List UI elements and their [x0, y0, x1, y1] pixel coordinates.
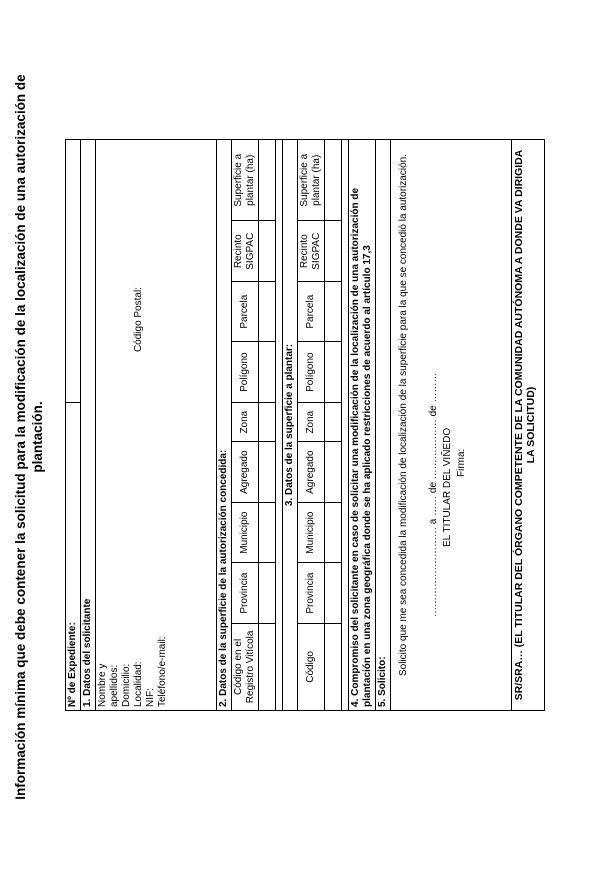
section2-heading: 2. Datos de la superficie de la autorización concedida:: [217, 140, 232, 711]
col-header: Zona: [298, 402, 325, 442]
col-header: Recinto SIGPAC: [298, 221, 325, 281]
table-row[interactable]: [325, 140, 342, 711]
nombre-label: Nombre y apellidos:: [97, 663, 120, 707]
section3-header-row: [298, 140, 325, 711]
expediente-row: [66, 140, 81, 711]
date-line: ……………………… a …… de ……………… de ………: [428, 372, 439, 617]
col-header: Recinto SIGPAC: [232, 221, 259, 281]
solicito-body: Solicito que me sea concedida la modificación de localización de la superficie para la que se concedió la autorización.: [398, 154, 409, 676]
applicant-data-cell[interactable]: [96, 140, 217, 711]
col-header: Código: [298, 623, 325, 710]
addressee-footer: SR/SRA… (EL TITULAR DEL ÓRGANO COMPETENTE DE LA COMUNIDAD AUTÓNOMA A DONDE VA DIRIGIDA LA SOLICITUD): [512, 140, 545, 711]
telefono-label: Teléfono/e-mail:: [157, 636, 168, 707]
titular-label: EL TITULAR DEL VIÑEDO: [442, 427, 453, 547]
solicito-cell[interactable]: [391, 140, 512, 711]
domicilio-label: Domicilio:: [121, 663, 132, 707]
section3-heading: 3. Datos de la superficie a plantar:: [283, 140, 298, 711]
col-header: Código en el Registro Vitícola: [232, 623, 259, 710]
col-header: Provincia: [232, 563, 259, 623]
section1-heading: 1. Datos del solicitante: [81, 140, 96, 711]
col-header: Parcela: [298, 281, 325, 341]
col-header: Polígono: [232, 342, 259, 402]
table-row[interactable]: [259, 140, 276, 711]
localidad-label: Localidad:: [133, 661, 144, 707]
codigo-postal-label: Código Postal:: [133, 287, 144, 353]
expediente-label: Nº de Expediente:: [66, 402, 81, 710]
firma-label: Firma:: [456, 448, 467, 477]
col-header: Zona: [232, 402, 259, 442]
section4-commitment: 4. Compromiso del solicitante en caso de solicitar una modificación de la localización de una autorización de plantación en una zona geográfica donde se ha aplicado restricciones de acuerdo al artículo 17,3: [349, 140, 376, 711]
col-header: Superficie a plantar (ha): [232, 140, 259, 221]
section5-heading: 5. Solicito:: [376, 140, 391, 711]
expediente-field[interactable]: [66, 140, 81, 403]
col-header: Agregado: [232, 442, 259, 502]
col-header: Agregado: [298, 442, 325, 502]
col-header: Municipio: [232, 502, 259, 562]
nif-label: NIF:: [145, 688, 156, 707]
application-form-table: [65, 139, 545, 711]
col-header: Provincia: [298, 563, 325, 623]
col-header: Polígono: [298, 342, 325, 402]
section2-header-row: [232, 140, 259, 711]
col-header: Superficie a plantar (ha): [298, 140, 325, 221]
col-header: Parcela: [232, 281, 259, 341]
col-header: Municipio: [298, 502, 325, 562]
page-title: Información mínima que debe contener la solicitud para la modificación de la localización de una autorización de plantación.: [13, 74, 45, 800]
